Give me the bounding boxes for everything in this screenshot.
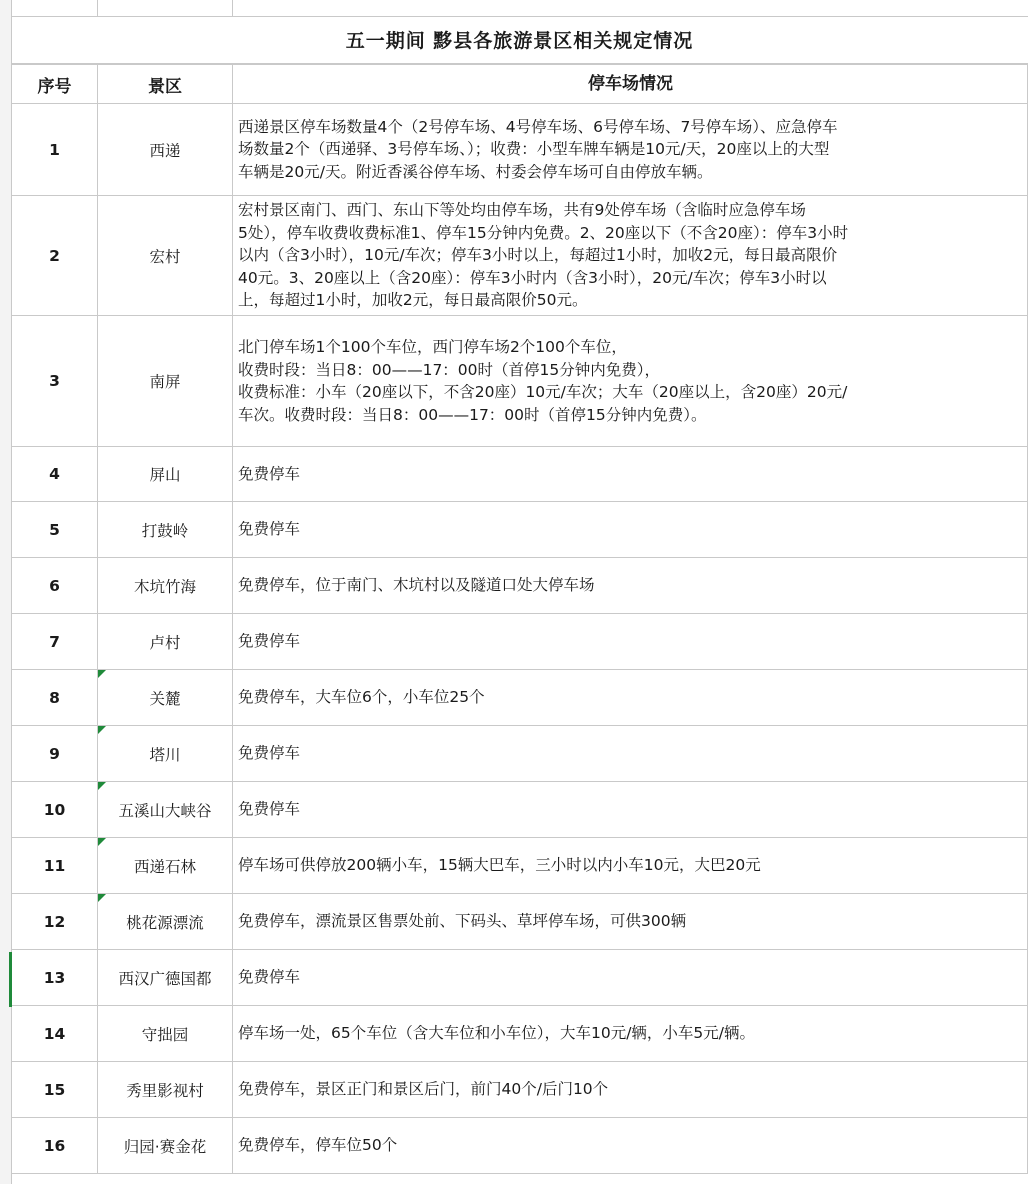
area-name: 关麓 (149, 689, 181, 708)
area-name: 木坑竹海 (133, 577, 196, 596)
info-line: 停车场一处，65个车位（含大车位和小车位），大车10元/辆，小车5元/辆。 (238, 1024, 756, 1043)
info-line: 免费停车 (238, 464, 301, 483)
cell-area[interactable] (98, 447, 233, 502)
area-name: 秀里影视村 (126, 1081, 204, 1100)
cell-no[interactable]: 3 (12, 316, 98, 447)
info-line: 免费停车 (238, 800, 301, 819)
info-line: 收费时段：当日8：00——17：00时（首停15分钟内免费）， (238, 360, 661, 379)
info-line: 免费停车 (238, 968, 301, 987)
info-line: 以内（含3小时），10元/车次；停车3小时以上，每超过1小时，加收2元，每日最高限价 (238, 246, 838, 265)
area-name: 卢村 (149, 633, 181, 652)
info-line: 车次。收费时段：当日8：00——17：00时（首停15分钟内免费）。 (238, 405, 707, 424)
cell-info[interactable] (233, 614, 1028, 670)
cell-no[interactable]: 15 (12, 1062, 98, 1118)
area-name: 屏山 (149, 466, 181, 484)
comment-flag-icon (98, 670, 106, 678)
info-line: 免费停车，大车位6个，小车位25个 (238, 688, 485, 707)
info-line: 免费停车 (238, 632, 301, 651)
cell-area[interactable] (98, 782, 233, 838)
table-row (12, 782, 1028, 838)
table-row (12, 558, 1028, 614)
info-line: 上，每超过1小时，加收2元，每日最高限价50元。 (238, 291, 588, 310)
comment-flag-icon (98, 782, 106, 790)
table-row (12, 670, 1028, 726)
info-line: 免费停车 (238, 520, 301, 539)
cell-info[interactable] (233, 782, 1028, 838)
cell-info[interactable] (233, 1118, 1028, 1174)
sheet-title[interactable]: 五一期间 黟县各旅游景区相关规定情况 (11, 16, 1028, 64)
info-line: 宏村景区南门、西门、东山下等处均由停车场，共有9处停车场（含临时应急停车场 (238, 201, 806, 220)
cell-area[interactable] (98, 196, 233, 316)
header-row (12, 65, 1028, 104)
area-name: 守拙园 (141, 1025, 189, 1044)
area-name: 西汉广德国都 (118, 969, 212, 988)
info-line: 免费停车 (238, 744, 301, 763)
cell-info[interactable] (233, 670, 1028, 726)
comment-flag-icon (98, 894, 106, 902)
comment-flag-icon (98, 726, 106, 734)
cell-area[interactable] (98, 670, 233, 726)
cell-area[interactable] (98, 316, 233, 447)
table-row (12, 1118, 1028, 1174)
cell-info[interactable] (233, 838, 1028, 894)
info-line: 40元。3、20座以上（含20座）：停车3小时内（含3小时），20元/车次；停车3小时以 (238, 268, 827, 287)
cell-info[interactable] (233, 316, 1028, 447)
selection-indicator (9, 952, 12, 1007)
area-name: 打鼓岭 (141, 521, 189, 540)
info-line: 西递景区停车场数量4个（2号停车场、4号停车场、6号停车场、7号停车场）、应急停车 (238, 117, 838, 136)
info-line: 免费停车，漂流景区售票处前、下码头、草坪停车场，可供300辆 (238, 912, 687, 931)
table-row (12, 950, 1028, 1006)
cell-no[interactable]: 16 (12, 1118, 98, 1174)
table-row (12, 726, 1028, 782)
cell-info[interactable] (233, 104, 1028, 196)
cell-info[interactable] (233, 1062, 1028, 1118)
table-row (12, 196, 1028, 316)
cell-area[interactable] (98, 558, 233, 614)
cell-no[interactable]: 5 (12, 502, 98, 558)
table-row (12, 894, 1028, 950)
cell-no[interactable]: 13 (12, 950, 98, 1006)
cell-no[interactable]: 1 (12, 104, 98, 196)
parking-table (11, 64, 1028, 1174)
cell-area[interactable] (98, 1062, 233, 1118)
area-name: 桃花源漂流 (126, 913, 204, 932)
cell-no[interactable]: 10 (12, 782, 98, 838)
cell-no[interactable]: 9 (12, 726, 98, 782)
table-row (12, 1062, 1028, 1118)
info-line: 免费停车，停车位50个 (238, 1136, 398, 1155)
info-line: 免费停车，位于南门、木坑村以及隧道口处大停车场 (238, 576, 595, 595)
cell-no[interactable]: 2 (12, 196, 98, 316)
table-row (12, 1006, 1028, 1062)
area-name: 南屏 (149, 373, 181, 391)
table-row (12, 502, 1028, 558)
info-line: 车辆是20元/天。附近香溪谷停车场、村委会停车场可自由停放车辆。 (238, 162, 713, 181)
cell-no[interactable]: 11 (12, 838, 98, 894)
cell-area[interactable] (98, 104, 233, 196)
cell-area[interactable] (98, 838, 233, 894)
cell-info[interactable] (233, 726, 1028, 782)
header-no[interactable]: 序号 (12, 65, 98, 104)
cell-info[interactable] (233, 196, 1028, 316)
cell-area[interactable] (98, 502, 233, 558)
area-name: 宏村 (149, 247, 181, 266)
top-partial-row[interactable] (11, 0, 1028, 17)
cell-info[interactable] (233, 447, 1028, 502)
info-line: 场数量2个（西递驿、3号停车场、）；收费：小型车牌车辆是10元/天，20座以上的大型 (238, 140, 830, 159)
cell-area[interactable] (98, 894, 233, 950)
table-row (12, 838, 1028, 894)
cell-no[interactable]: 12 (12, 894, 98, 950)
table-row (12, 316, 1028, 447)
header-area[interactable]: 景区 (98, 65, 233, 104)
info-line: 收费标准：小车（20座以下，不含20座）10元/车次；大车（20座以上，含20座）20元/ (238, 383, 848, 401)
area-name: 西递石林 (133, 857, 196, 876)
cell-info[interactable] (233, 1006, 1028, 1062)
comment-flag-icon (98, 838, 106, 846)
cell-info[interactable] (233, 558, 1028, 614)
cell-no[interactable]: 8 (12, 670, 98, 726)
cell-area[interactable] (98, 950, 233, 1006)
info-line: 停车场可供停放200辆小车，15辆大巴车，三小时以内小车10元，大巴20元 (238, 856, 761, 875)
cell-info[interactable] (233, 894, 1028, 950)
cell-no[interactable]: 4 (12, 447, 98, 502)
table-row (12, 104, 1028, 196)
area-name: 归园·赛金花 (123, 1137, 207, 1156)
info-line: 北门停车场1个100个车位，西门停车场2个100个车位， (238, 338, 627, 356)
cell-area[interactable] (98, 614, 233, 670)
area-name: 西递 (149, 141, 181, 160)
cell-area[interactable] (98, 726, 233, 782)
cell-area[interactable] (98, 1006, 233, 1062)
cell-no[interactable]: 6 (12, 558, 98, 614)
info-line: 5处），停车收费收费标准1、停车15分钟内免费。2、20座以下（不含20座）：停车3小时 (238, 223, 849, 242)
cell-no[interactable]: 7 (12, 614, 98, 670)
cell-info[interactable] (233, 502, 1028, 558)
area-name: 五溪山大峡谷 (118, 801, 212, 820)
area-name: 塔川 (149, 745, 181, 764)
cell-info[interactable] (233, 950, 1028, 1006)
header-info[interactable]: 停车场情况 (233, 65, 1028, 104)
info-line: 免费停车，景区正门和景区后门，前门40个/后门10个 (238, 1080, 609, 1099)
table-row (12, 614, 1028, 670)
cell-no[interactable]: 14 (12, 1006, 98, 1062)
cell-area[interactable] (98, 1118, 233, 1174)
table-row (12, 447, 1028, 502)
